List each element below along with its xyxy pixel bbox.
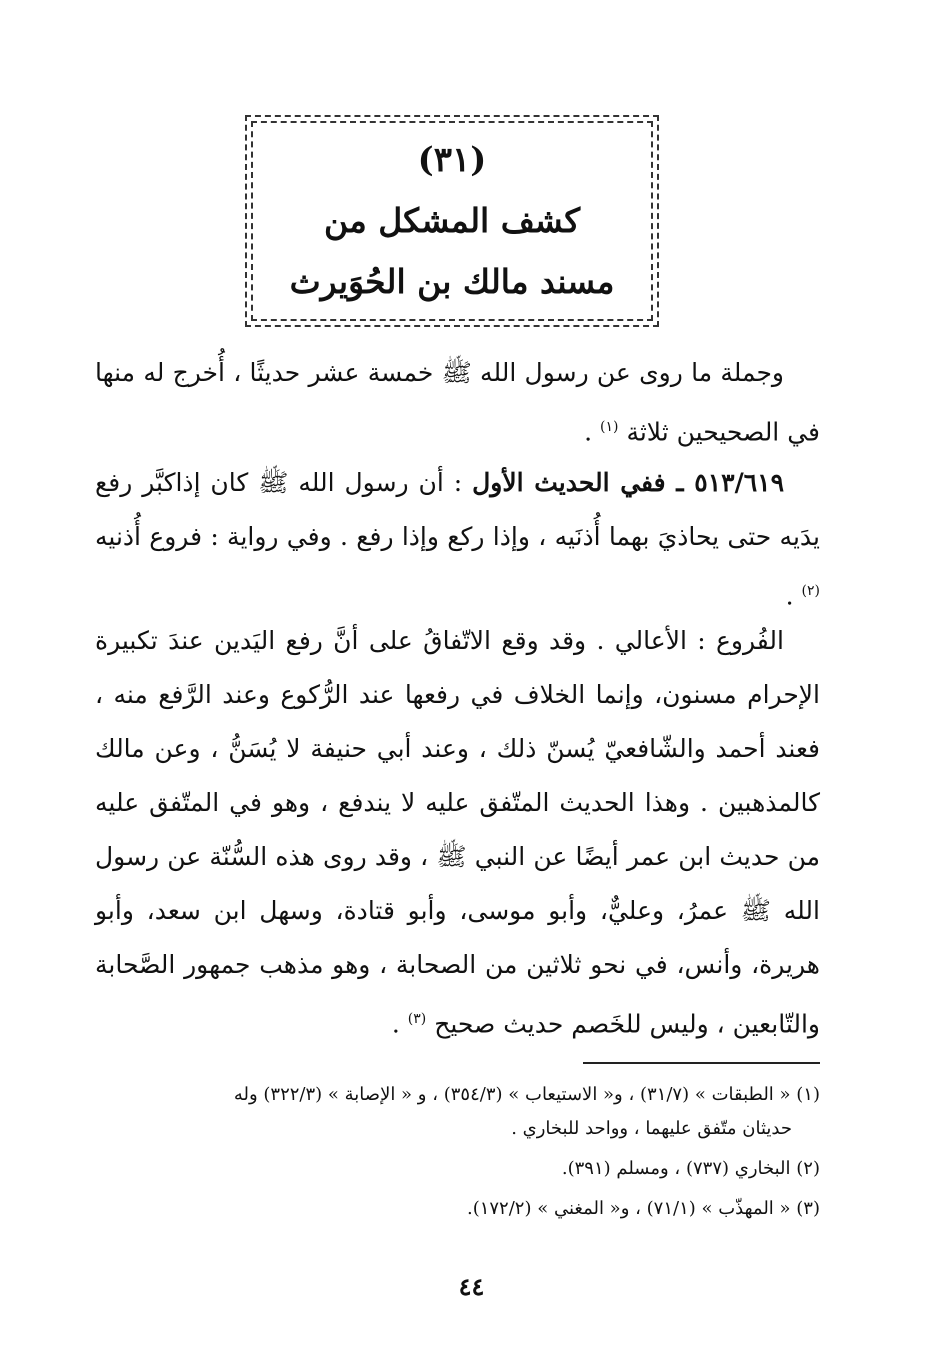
page-number: ٤٤ [458,1272,485,1301]
footnote-ref-3: (٣) [407,1011,427,1027]
footnote-2-line1: (٢) البخاري (٧٣٧) ، ومسلم (٣٩١). [561,1158,820,1179]
footnote-3 [95,1192,820,1226]
chapter-subtitle: مسند مالك بن الحُوَيرث [289,262,615,302]
intro-paragraph [95,346,820,459]
footnote-ref-2: (٢) [801,583,820,599]
footnote-ref-1: (١) [600,419,619,435]
commentary-end: . [391,1009,400,1039]
footnote-2 [95,1152,820,1186]
footnotes-section [95,1078,820,1232]
chapter-number: (٣١) [417,140,487,180]
footnote-divider [583,1062,820,1064]
intro-end: . [584,417,593,447]
hadith-text: : أن رسول الله ﷺ كان إذاكبَّر رفع يدَيه حتى يحاذيَ بهما أُذنَيه ، وإذا ركع وإذا رفع . وفي رواية : فروع أُذنيه [95,468,820,551]
hadith-paragraph [95,456,820,623]
footnote-1 [95,1078,820,1146]
intro-text: وجملة ما روى عن رسول الله ﷺ خمسة عشر حديثًا ، أُخرج له منها في الصحيحين ثلاثة [95,358,820,447]
chapter-title: كشف المشكل من [323,200,581,240]
hadith-heading: ٥١٣/٦١٩ ـ ففي الحديث الأول [472,468,784,497]
chapter-title-frame [245,115,659,327]
footnote-1-line1: (١) « الطبقات » (٣١/٧) ، و« الاستيعاب » (٣٥٤/٣) ، و « الإصابة » (٣٢٢/٣) وله [233,1084,820,1105]
footnote-3-line1: (٣) « المهذّب » (٧١/١) ، و« المغني » (١٧٢/٢). [466,1198,820,1219]
chapter-title-inner-frame [251,121,653,321]
commentary-text: الفُروع : الأعالي . وقد وقع الاتّفاقُ على أنَّ رفع اليَدين عندَ تكبيرة الإحرام مسنون، وإنما الخلاف في رفعها عند الرُّكوع وعند الرَّفع منه ، فعند أحمد والشّافعيّ يُسنّ ذلك ، وعند أبي حنيفة لا يُسَنُّ ، وعن مالك كالمذهبين . وهذا الحديث المتّفق عليه لا يندفع ، وهو في المتّفق عليه من حديث ابن عمر أيضًا عن النبي ﷺ ، وقد روى هذه السُّنّة عن رسول الله ﷺ عمرُ، وعليٌّ، وأبو موسى، وأبو قتادة، وسهل ابن سعد، وأبو هريرة، وأنس، في نحو ثلاثين من الصحابة ، وهو مذهب جمهور الصَّحابة والتّابعين ، وليس للخَصم حديث صحيح [95,626,820,1039]
hadith-end: . [785,581,794,611]
commentary-paragraph [95,614,820,1051]
footnote-1-line2: حديثان متّفق عليهما ، وواحد للبخاري . [511,1118,792,1139]
